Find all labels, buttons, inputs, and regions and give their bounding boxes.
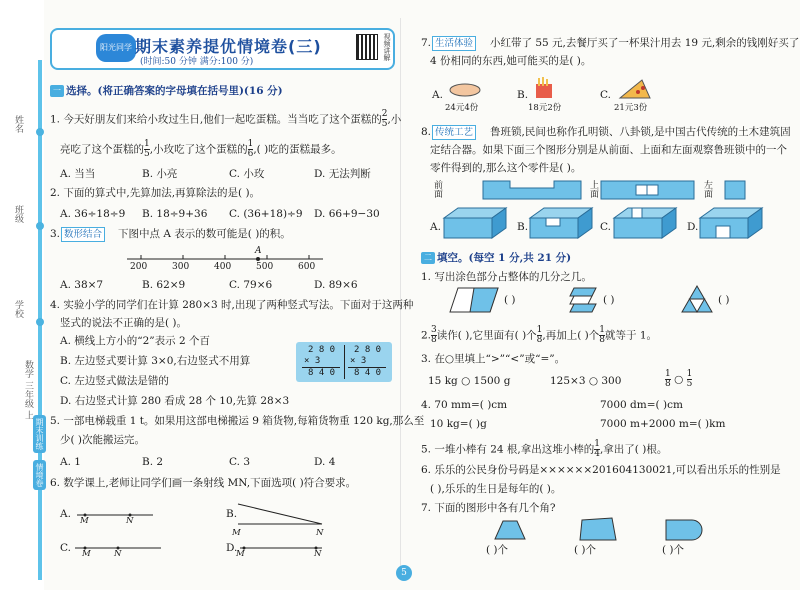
option-d[interactable]: D. bbox=[226, 542, 238, 554]
point-label: N bbox=[126, 516, 134, 526]
option-a[interactable]: A. bbox=[60, 508, 71, 520]
tick-label: 300 bbox=[172, 262, 190, 272]
ray-diagram-d bbox=[236, 540, 326, 560]
question-text: 亮吃了这个蛋糕的 $\frac{1}{5}$ ,小玫吃了这个蛋糕的 $\frac{1}{6}$ ,( )吃的蛋糕最多。 bbox=[60, 139, 342, 159]
option-d[interactable]: D. 右边竖式计算 280 看成 28 个 10,先算 28×3 bbox=[60, 395, 290, 407]
question-text: 5. 一堆小棒有 24 根,拿出这堆小棒的 $\frac{1}{4}$ ,拿出了( )根。 bbox=[421, 439, 668, 459]
answer-blank[interactable]: ( )个 bbox=[574, 544, 597, 556]
option-a[interactable]: A. bbox=[432, 89, 443, 101]
calc-line: × 3 bbox=[350, 356, 367, 366]
question-text: 鲁班锁,民间也称作孔明锁、八卦锁,是中国古代传统的土木建筑固 bbox=[490, 126, 791, 138]
question-text: 少( )次能搬运完。 bbox=[60, 434, 146, 446]
rounded-shape bbox=[664, 518, 704, 542]
answer-blank[interactable]: ( )个 bbox=[662, 544, 685, 556]
pizza-icon bbox=[618, 78, 652, 100]
quadrilateral-shape bbox=[578, 516, 618, 542]
section-number: 一 bbox=[50, 85, 64, 97]
lock-part-b bbox=[528, 206, 594, 242]
answer-blank[interactable]: ( )个 bbox=[486, 544, 509, 556]
option-b[interactable]: B. 2 bbox=[142, 456, 164, 468]
front-view-shape bbox=[482, 180, 582, 200]
question-text: 10 kg=( )g bbox=[430, 418, 487, 430]
compare-item: 125×3 ○ 300 bbox=[550, 375, 622, 387]
page-number: 5 bbox=[396, 565, 412, 581]
qr-code-icon[interactable] bbox=[356, 34, 378, 60]
question-text: ( ),乐乐的生日是每年的( )。 bbox=[430, 483, 562, 495]
option-b[interactable]: B. 18÷9+36 bbox=[142, 208, 208, 220]
question-text: 小红带了 55 元,去餐厅买了一杯果汁用去 19 元,剩余的钱刚好买了 bbox=[490, 37, 800, 49]
question-text: 定结合器。如果下面三个图形分别是从前面、上面和左面观察鲁班锁中的一个 bbox=[430, 144, 787, 156]
option-d[interactable]: D. 无法判断 bbox=[314, 168, 371, 180]
option-b[interactable]: B. bbox=[517, 221, 529, 233]
compare-item: 15 kg ○ 1500 g bbox=[428, 375, 511, 387]
point-label: A bbox=[255, 246, 262, 256]
brand-logo: 阳光同学 bbox=[96, 34, 136, 62]
option-c[interactable]: C. 3 bbox=[229, 456, 251, 468]
question-text: 4. 实验小学的同学们在计算 280×3 时,出现了两种竖式写法。下面对于这两种 bbox=[50, 299, 414, 311]
question-text: 4 份相同的东西,她可能买的是( )。 bbox=[430, 55, 592, 67]
question-tag: 生活体验 bbox=[432, 36, 476, 51]
question-text: 1. 今天好朋友们来给小玫过生日,他们一起吃蛋糕。当当吃了这个蛋糕的 $\frac{2}{5}$ ,小 bbox=[50, 109, 402, 129]
lock-part-a bbox=[442, 206, 508, 242]
question-text: 2. 下面的算式中,先算加法,再算除法的是( )。 bbox=[50, 187, 261, 199]
option-c[interactable]: C. bbox=[600, 221, 611, 233]
section-number: 二 bbox=[421, 252, 435, 264]
view-label: 左面 bbox=[702, 180, 712, 198]
option-d[interactable]: D. 89×6 bbox=[314, 279, 358, 291]
page-subtitle: (时间:50 分钟 满分:100 分) bbox=[140, 57, 254, 67]
answer-blank[interactable]: ( ) bbox=[718, 294, 730, 306]
shaded-triangle bbox=[680, 284, 714, 314]
option-c[interactable]: C. 左边竖式做法是错的 bbox=[60, 375, 169, 387]
question-text: 1. 写出涂色部分占整体的几分之几。 bbox=[421, 271, 592, 283]
question-number: 7. bbox=[421, 37, 432, 49]
qr-label: 视频讲解 bbox=[383, 33, 391, 61]
option-d[interactable]: D. 66+9−30 bbox=[314, 208, 380, 220]
price-caption: 18元2份 bbox=[528, 103, 562, 113]
point-label: N bbox=[314, 549, 322, 559]
question-number: 8. bbox=[421, 126, 432, 138]
vertical-calculation-box bbox=[296, 342, 392, 382]
point-label: N bbox=[316, 528, 324, 538]
option-b[interactable]: B. bbox=[517, 89, 529, 101]
question-text: 零件得到的,那么这个零件是( )。 bbox=[430, 162, 582, 174]
tick-label: 200 bbox=[130, 262, 148, 272]
question-text: 2. $\frac{3}{8}$ 读作( ),它里面有( )个 $\frac{1}{8}$ ,再加上( )个 $\frac{1}{8}$ 就等于 1。 bbox=[421, 325, 658, 345]
question-text: 7000 dm=( )cm bbox=[600, 399, 683, 411]
tick-label: 500 bbox=[256, 262, 274, 272]
price-caption: 24元4份 bbox=[445, 103, 479, 113]
question-text: 4. 70 mm=( )cm bbox=[421, 399, 508, 411]
lock-part-d bbox=[698, 206, 764, 242]
option-b[interactable]: B. 左边竖式要计算 3×0,右边竖式不用算 bbox=[60, 355, 251, 367]
option-c[interactable]: C. 小玫 bbox=[229, 168, 265, 180]
question-number: 3. bbox=[50, 228, 61, 240]
question-text: 6. 乐乐的公民身份号码是××××××201604130021,可以看出乐乐的性别是 bbox=[421, 464, 781, 476]
option-c[interactable]: C. 79×6 bbox=[229, 279, 273, 291]
sidebar-class-label: 班级 bbox=[13, 205, 23, 223]
question-text: 7000 m+2000 m=( )km bbox=[600, 418, 726, 430]
option-a[interactable]: A. 当当 bbox=[60, 168, 96, 180]
option-a[interactable]: A. 36÷18÷9 bbox=[60, 208, 126, 220]
option-c[interactable]: C. (36+18)÷9 bbox=[229, 208, 303, 220]
view-label: 前面 bbox=[432, 180, 442, 198]
page-title: 期末素养提优情境卷(三) bbox=[135, 37, 322, 56]
section-heading: 填空。(每空 1 分,共 21 分) bbox=[437, 252, 572, 264]
answer-blank[interactable]: ( ) bbox=[504, 294, 516, 306]
calc-line: 2 8 0 bbox=[354, 345, 382, 355]
ray-diagram-b bbox=[234, 500, 329, 530]
tick-label: 600 bbox=[298, 262, 316, 272]
point-label: M bbox=[232, 528, 241, 538]
option-c[interactable]: C. bbox=[60, 542, 71, 554]
view-label: 上面 bbox=[588, 180, 598, 198]
option-d[interactable]: D. bbox=[687, 221, 699, 233]
section-heading: 选择。(将正确答案的字母填在括号里)(16 分) bbox=[66, 85, 283, 97]
calc-line: × 3 bbox=[304, 356, 321, 366]
calc-line: 8 4 0 bbox=[308, 368, 336, 378]
compare-item: $\frac{1}{8}$ ○ $\frac{1}{5}$ bbox=[665, 369, 693, 389]
sausage-icon bbox=[448, 80, 482, 100]
option-a[interactable]: A. 38×7 bbox=[60, 279, 104, 291]
shaded-parallelogram bbox=[448, 286, 500, 314]
top-view-shape bbox=[600, 180, 695, 200]
lock-part-c bbox=[612, 206, 678, 242]
option-b[interactable]: B. 62×9 bbox=[142, 279, 186, 291]
question-text: 7. 下面的图形中各有几个角? bbox=[421, 502, 556, 514]
option-a[interactable]: A. 横线上方小的“2”表示 2 个百 bbox=[60, 335, 211, 347]
trapezoid-shape bbox=[493, 519, 527, 541]
option-a[interactable]: A. bbox=[430, 221, 441, 233]
price-caption: 21元3份 bbox=[614, 103, 648, 113]
question-tag: 数形结合 bbox=[61, 227, 105, 242]
sidebar-name-label: 姓名 bbox=[13, 115, 23, 133]
fries-icon bbox=[532, 76, 556, 100]
calc-rule bbox=[302, 367, 340, 368]
option-b[interactable]: B. bbox=[226, 508, 238, 520]
point-label: N bbox=[114, 549, 122, 559]
question-text: 6. 数学课上,老师让同学们画一条射线 MN,下面选项( )符合要求。 bbox=[50, 477, 357, 489]
point-label: M bbox=[80, 516, 89, 526]
shaded-zigzag bbox=[568, 286, 598, 314]
binding-dot bbox=[36, 318, 44, 326]
point-label: M bbox=[236, 549, 245, 559]
tick-label: 400 bbox=[214, 262, 232, 272]
option-c[interactable]: C. bbox=[600, 89, 611, 101]
calc-separator bbox=[344, 345, 345, 379]
question-text: 3. 在○里填上“>”“<”或“=”。 bbox=[421, 353, 566, 365]
option-b[interactable]: B. 小亮 bbox=[142, 168, 178, 180]
point-label: M bbox=[82, 549, 91, 559]
sidebar-tag-exam: 情境卷 bbox=[33, 460, 46, 490]
question-tag: 传统工艺 bbox=[432, 125, 476, 140]
calc-line: 8 4 0 bbox=[354, 368, 382, 378]
answer-blank[interactable]: ( ) bbox=[603, 294, 615, 306]
calc-rule bbox=[348, 367, 386, 368]
option-a[interactable]: A. 1 bbox=[60, 456, 81, 468]
binding-dot bbox=[36, 222, 44, 230]
sidebar-subject-label: 数学 三年级 上 bbox=[23, 360, 33, 420]
question-text: 5. 一部电梯载重 1 t。如果用这部电梯搬运 9 箱货物,每箱货物重 120 kg,那么至 bbox=[50, 415, 425, 427]
sidebar-school-label: 学校 bbox=[13, 300, 23, 318]
question-text: 竖式的说法不正确的是( )。 bbox=[60, 317, 188, 329]
sidebar-tag-training: 期末训练 bbox=[33, 415, 46, 453]
binding-dot bbox=[36, 128, 44, 136]
left-view-shape bbox=[724, 180, 746, 200]
option-d[interactable]: D. 4 bbox=[314, 456, 336, 468]
calc-line: 2 8 0 bbox=[308, 345, 336, 355]
question-text: 下图中点 A 表示的数可能是( )的积。 bbox=[118, 228, 291, 240]
